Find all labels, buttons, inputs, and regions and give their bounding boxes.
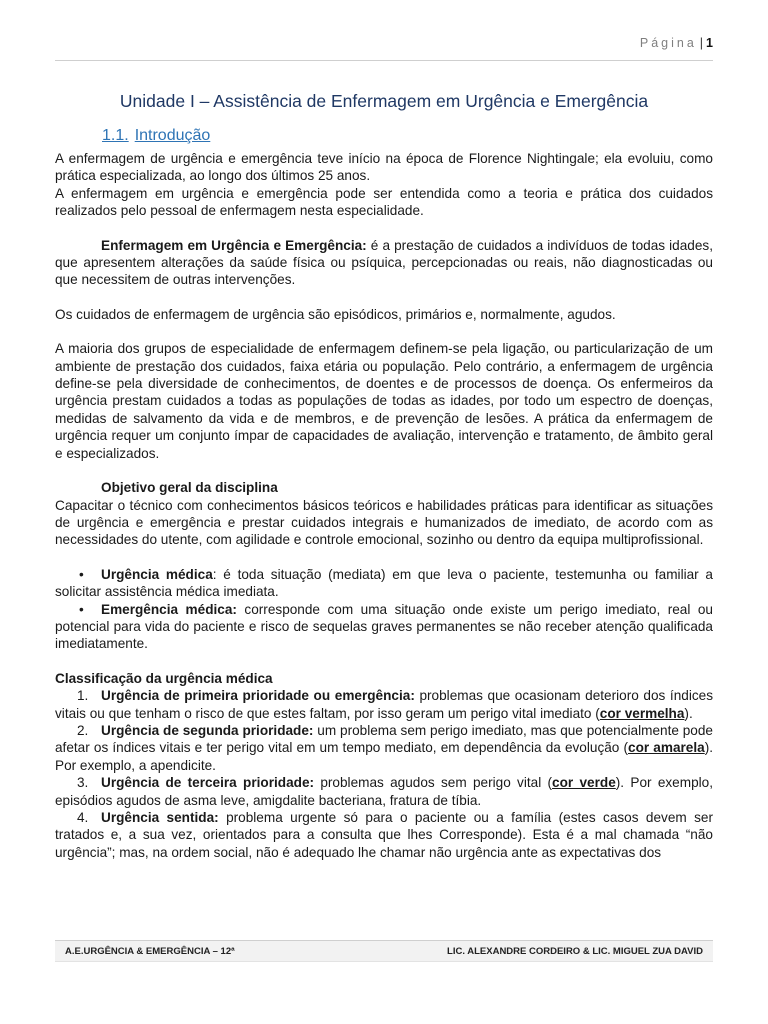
- item-text: problema urgente só para o paciente ou a família (estes casos devem ser tratados e, a sua vez, orientados para a consulta que lhes Corresponde). Esta é a mal chamada “não urgência”; mas, na ordem social, não é adequado lhe chamar não urgência ante as expectativas dos: [55, 810, 713, 860]
- item-number: 2.: [77, 722, 89, 738]
- item-after: ). Por exemplo, episódios agudos de asma leve, amigdalite bacteriana, fratura de tíbia.: [55, 775, 713, 808]
- definition-paragraph: [55, 237, 713, 289]
- bullet-text: : é toda situação (mediata) em que leva o paciente, testemunha ou familiar a solicitar assistência médica imediata.: [55, 566, 713, 600]
- page-number: 1: [706, 36, 713, 50]
- item-after: ). Por exemplo, a apendicite.: [55, 740, 714, 773]
- item-text: problemas que ocasionam deterioro dos índices vitais ou que tenham o risco de que estes faltam, por isso geram um perigo vital imediato (: [55, 688, 713, 721]
- item-term: Urgência de segunda prioridade:: [101, 722, 314, 738]
- page-title: Unidade I – Assistência de Enfermagem em Urgência e Emergência: [119, 91, 649, 111]
- item-number: 4.: [77, 810, 89, 825]
- footer-course: A.E.URGÊNCIA & EMERGÊNCIA – 12ª: [65, 945, 235, 957]
- item-term: Urgência de terceira prioridade:: [101, 775, 315, 791]
- classification-item: [55, 774, 713, 809]
- item-term: Urgência de primeira prioridade ou emergência:: [101, 688, 415, 704]
- section-number: 1.1.: [102, 127, 129, 144]
- item-text: um problema sem perigo imediato, mas que potencialmente pode afetar os índices vitais e ter perigo vital em um tempo mediato, em dependência da evolução (: [55, 722, 713, 756]
- classification-heading: Classificação da urgência médica: [55, 670, 273, 686]
- classification-item: [55, 722, 713, 774]
- majority-paragraph: A maioria dos grupos de especialidade de enfermagem definem-se pela ligação, ou particularização de um ambiente de prestação dos cuidados, faixa etária ou população. Pelo contrário, a enfermagem de urgência define-se pela diversidade de conhecimentos, de doentes e de processos de doença. Os enfermeiros da urgência prestam cuidados a todas as populações de todas as idades, por todo um espectro de doenças, medidas de salvamento da vida e de membros, e de prevenção de lesões. A prática da enfermagem de urgência requer um conjunto ímpar de capacidades de avaliação, intervenção e tratamento, de âmbito geral e especializados.: [55, 341, 713, 461]
- color-code: cor verde: [552, 775, 616, 791]
- bullet-icon: •: [79, 601, 84, 617]
- page-label: Página: [639, 36, 697, 50]
- page-separator: |: [699, 36, 704, 50]
- intro-paragraph-2: A enfermagem em urgência e emergência pode ser entendida como a teoria e prática dos cuidados realizados pelo pessoal de enfermagem nesta especialidade.: [55, 185, 713, 219]
- classification-item: [55, 809, 713, 861]
- section-heading: [102, 126, 713, 146]
- intro-paragraph-1: A enfermagem de urgência e emergência teve início na época de Florence Nightingale; ela evoluiu, como prática especializada, ao longo dos últimos 25 anos.: [55, 151, 713, 184]
- item-term: Urgência sentida:: [101, 810, 219, 825]
- definition-term: Enfermagem em Urgência e Emergência:: [101, 237, 367, 253]
- page-header: [55, 36, 713, 61]
- objective-paragraph: Capacitar o técnico com conhecimentos básicos teóricos e habilidades práticas para identificar as situações de urgência e emergência e prestar cuidados integrais e humanizados de imediato, de acordo com as necessidades do utente, com agilidade e controle emocional, sozinho ou dentro da equipa multiprofissional.: [55, 497, 713, 548]
- item-after: ).: [684, 705, 693, 721]
- bullet-item: [55, 566, 713, 601]
- color-code: cor vermelha: [599, 705, 685, 721]
- page-content: [55, 90, 713, 861]
- section-title: Introdução: [134, 127, 211, 144]
- bullet-icon: •: [79, 566, 84, 582]
- bullet-term: Emergência médica:: [101, 601, 237, 617]
- color-code: cor amarela: [628, 740, 705, 756]
- bullet-term: Urgência médica: [101, 566, 213, 582]
- classification-item: [55, 687, 713, 722]
- episodic-paragraph: Os cuidados de enfermagem de urgência são episódicos, primários e, normalmente, agudos.: [55, 306, 616, 322]
- objective-heading: Objetivo geral da disciplina: [101, 480, 278, 496]
- footer-authors: LIC. ALEXANDRE CORDEIRO & LIC. MIGUEL ZUA DAVID: [447, 945, 703, 957]
- item-number: 3.: [77, 775, 89, 791]
- item-text: problemas agudos sem perigo vital (: [314, 775, 553, 791]
- item-number: 1.: [77, 688, 89, 704]
- definition-text: é a prestação de cuidados a indivíduos de todas idades, que apresentem alterações da saúde física ou psíquica, percepcionadas ou reais, não diagnosticadas ou que necessitem de outras intervenções.: [55, 237, 713, 288]
- page-footer: [55, 940, 713, 962]
- bullet-text: corresponde com uma situação onde existe um perigo imediato, real ou potencial para vida do paciente e risco de sequelas graves permanentes se não receber atenção qualificada imediatamente.: [55, 601, 713, 652]
- bullet-item: [55, 601, 713, 653]
